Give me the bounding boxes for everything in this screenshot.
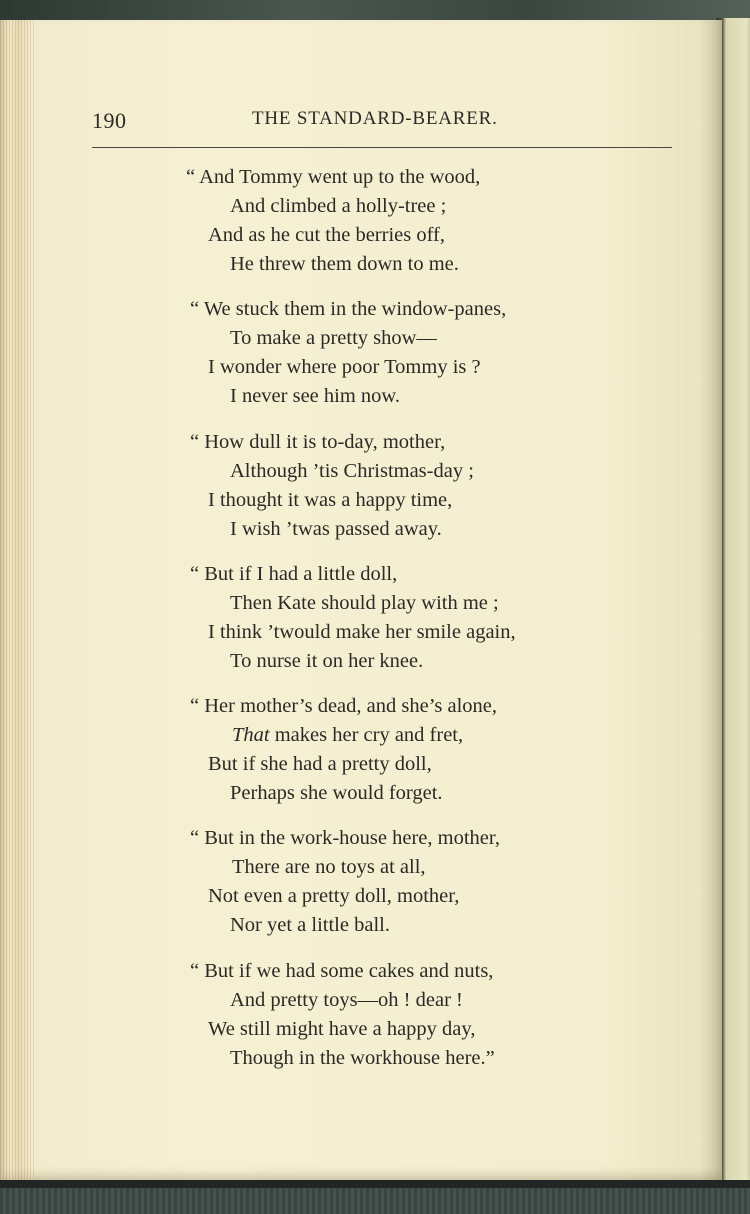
poem-line: To nurse it on her knee.	[230, 650, 424, 672]
book-page	[0, 20, 722, 1182]
poem-line: I wonder where poor Tommy is ?	[208, 356, 481, 378]
poem-line: “ We stuck them in the window-panes,	[190, 298, 507, 320]
poem-line: “ And Tommy went up to the wood,	[186, 166, 481, 188]
italic-word: That	[232, 724, 270, 746]
poem-line: And pretty toys—oh ! dear !	[230, 989, 463, 1011]
poem-line: But if she had a pretty doll,	[208, 753, 432, 775]
poem-line: Although ’tis Christmas-day ;	[230, 460, 474, 482]
poem	[0, 20, 722, 1182]
poem-line: Perhaps she would forget.	[230, 782, 443, 804]
poem-line: “ Her mother’s dead, and she’s alone,	[190, 695, 498, 717]
poem-line-rest: makes her cry and fret,	[274, 724, 464, 746]
poem-line: Though in the workhouse here.”	[230, 1047, 495, 1069]
poem-line: I thought it was a happy time,	[208, 489, 453, 511]
poem-line: Then Kate should play with me ;	[230, 592, 499, 614]
poem-line	[232, 723, 463, 747]
running-head: THE STANDARD-BEARER.	[252, 108, 498, 129]
poem-line: “ But if I had a little doll,	[190, 563, 398, 585]
poem-line: He threw them down to me.	[230, 253, 459, 275]
poem-line: I think ’twould make her smile again,	[208, 621, 516, 643]
poem-line: To make a pretty show—	[230, 327, 437, 349]
poem-line: And as he cut the berries off,	[208, 224, 446, 246]
poem-line: I never see him now.	[230, 385, 401, 407]
poem-line: And climbed a holly-tree ;	[230, 195, 447, 217]
page-number: 190	[92, 108, 127, 133]
poem-line: “ How dull it is to-day, mother,	[190, 431, 446, 453]
scanner-bottom-band	[0, 1180, 750, 1214]
poem-line: There are no toys at all,	[232, 856, 426, 878]
poem-line: “ But in the work-house here, mother,	[190, 827, 501, 849]
scanner-top-band	[0, 0, 750, 22]
poem-line: Not even a pretty doll, mother,	[208, 885, 460, 907]
poem-line: Nor yet a little ball.	[230, 914, 390, 936]
poem-line: I wish ’twas passed away.	[230, 518, 442, 540]
poem-line: “ But if we had some cakes and nuts,	[190, 960, 494, 982]
poem-line: We still might have a happy day,	[208, 1018, 476, 1040]
